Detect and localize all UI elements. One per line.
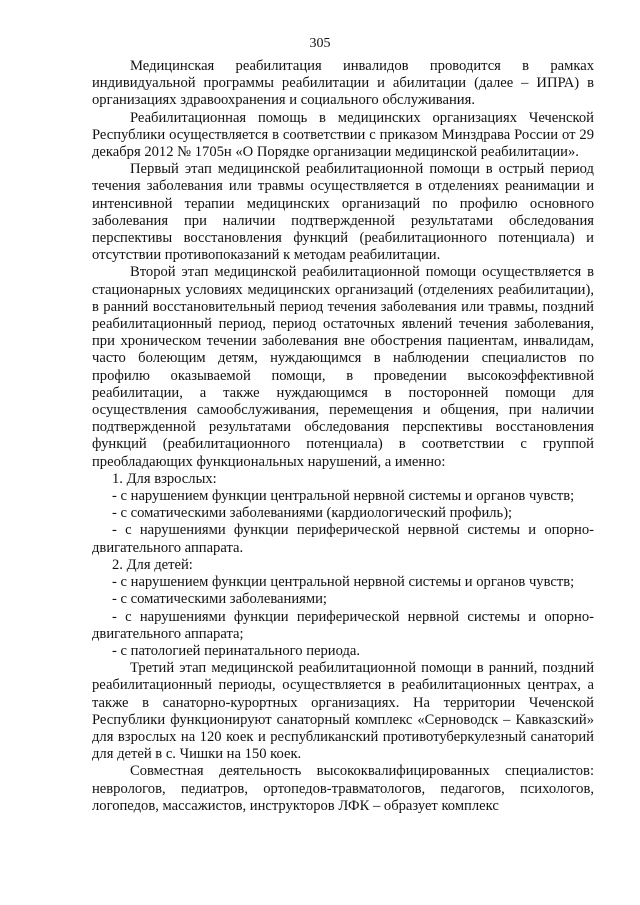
page-body: [92, 58, 594, 815]
children-heading: 2. Для детей:: [112, 556, 193, 573]
page-number: 305: [309, 36, 331, 51]
paragraph-second-stage: Второй этап медицинской реабилитационной помощи осуществляется в стационарных условиях медицинских организаций (отделениях реабилитации), в ранний восстановительный период течения заболевания или травмы, поздний реабилитационный период, период остаточных явлений течения заболевания, при хроническом течении заболевания вне обострения пациентам, инвалидам, часто болеющим детям, нуждающимся в наблюдении специалистов по профилю оказываемой помощи, в проведении высокоэффективной реабилитации, а также нуждающимся в посторонней помощи для осуществления самообслуживания, перемещения и общения, при наличии подтвержденной результатами обследования перспективы восстановления функций (реабилитационного потенциала) в соответствии с группой преобладающих функциональных нарушений, а именно:: [92, 264, 594, 470]
adults-item-somatic: - с соматическими заболеваниями (кардиологический профиль);: [112, 505, 513, 522]
adults-item-cns: - с нарушением функции центральной нервной системы и органов чувств;: [112, 488, 575, 505]
paragraph-ipra: Медицинская реабилитация инвалидов проводится в рамках индивидуальной программы реабилитации и абилитации (далее – ИПРА) в организациях здравоохранения и социального обслуживания.: [92, 58, 594, 109]
adults-item-peripheral: - с нарушениями функции периферической нервной системы и опорно-двигательного аппарата.: [92, 522, 594, 556]
paragraph-specialists: Совместная деятельность высококвалифицированных специалистов: неврологов, педиатров, ортопедов-травматологов, педагогов, психологов, логопедов, массажистов, инструкторов ЛФК – образует комплекс: [92, 763, 594, 814]
children-item-peripheral: - с нарушениями функции периферической нервной системы и опорно-двигательного аппарата;: [92, 608, 594, 642]
children-item-cns: - с нарушением функции центральной нервной системы и органов чувств;: [112, 574, 575, 591]
paragraph-order: Реабилитационная помощь в медицинских организациях Чеченской Республики осуществляется в соответствии с приказом Минздрава России от 29 декабря 2012 № 1705н «О Порядке организации медицинской реабилитации».: [92, 109, 594, 161]
children-item-somatic: - с соматическими заболеваниями;: [112, 591, 327, 608]
paragraph-third-stage: Третий этап медицинской реабилитационной помощи в ранний, поздний реабилитационный периоды, осуществляется в реабилитационных центрах, а также в санаторно-курортных организациях. На территории Чеченской Республики функционируют санаторный комплекс «Серноводск – Кавказский» для взрослых на 120 коек и республиканский противотуберкулезный санаторий для детей в с. Чишки на 150 коек.: [92, 660, 594, 763]
paragraph-first-stage: Первый этап медицинской реабилитационной помощи в острый период течения заболевания или травмы осуществляется в отделениях реанимации и интенсивной терапии медицинских организаций по профилю основного заболевания при наличии подтвержденной результатами обследования перспективы восстановления функций (реабилитационного потенциала) и отсутствии противопоказаний к методам реабилитации.: [92, 161, 594, 264]
children-item-perinatal: - с патологией перинатального периода.: [112, 642, 361, 659]
adults-heading: 1. Для взрослых:: [112, 470, 217, 487]
